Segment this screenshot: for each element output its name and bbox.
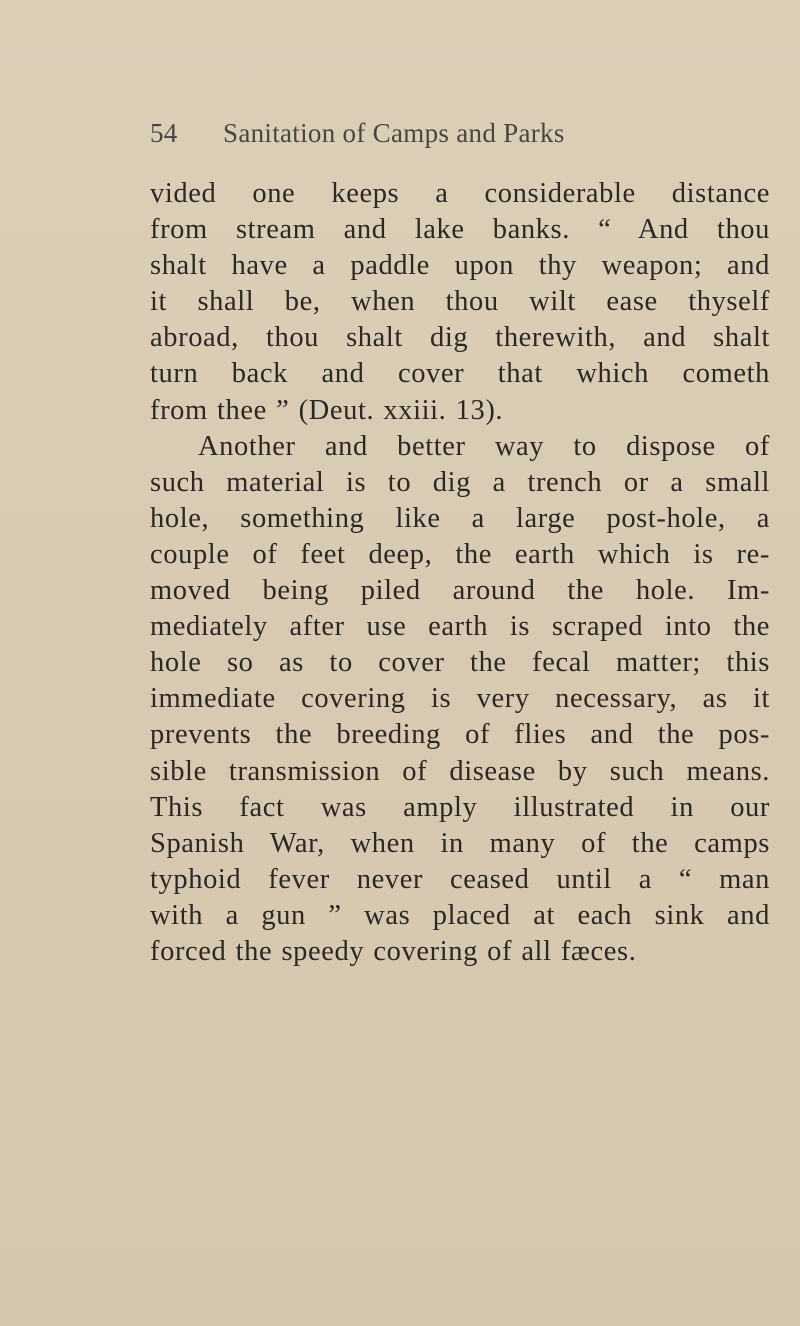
text-line: This fact was amply illustrated in our (150, 791, 770, 823)
text-line: hole, something like a large post-hole, a (150, 502, 770, 534)
text-line: turn back and cover that which cometh (150, 358, 770, 390)
text-line: with a gun ” was placed at each sink and (150, 899, 770, 931)
text-line: such material is to dig a trench or a small (150, 466, 770, 498)
text-line: sible transmission of disease by such means. (150, 755, 770, 787)
text-line: couple of feet deep, the earth which is re- (150, 538, 770, 570)
text-line: mediately after use earth is scraped into the (150, 611, 770, 643)
text-line: from stream and lake banks. “ And thou (150, 214, 770, 246)
page-number: 54 (150, 118, 178, 148)
text-line: immediate covering is very necessary, as it (150, 683, 770, 715)
text-line: moved being piled around the hole. Im- (150, 575, 770, 607)
text-line: forced the speedy covering of all fæces. (150, 935, 637, 967)
text-line: abroad, thou shalt dig therewith, and shalt (150, 322, 770, 354)
text-line: shalt have a paddle upon thy weapon; and (150, 250, 770, 282)
text-line: vided one keeps a considerable distance (150, 178, 770, 209)
text-line: typhoid fever never ceased until a “ man (150, 863, 770, 895)
text-line: it shall be, when thou wilt ease thyself (150, 286, 770, 318)
running-head (150, 118, 710, 162)
paragraph-start-line: Another and better way to dispose of (198, 430, 770, 462)
text-line: Spanish War, when in many of the camps (150, 827, 770, 859)
text-line: hole so as to cover the fecal matter; this (150, 647, 770, 679)
body-text (150, 176, 770, 970)
text-line: prevents the breeding of flies and the pos- (150, 719, 770, 751)
text-line: from thee ” (Deut. xxiii. 13). (150, 394, 504, 426)
running-title: Sanitation of Camps and Parks (223, 118, 565, 148)
